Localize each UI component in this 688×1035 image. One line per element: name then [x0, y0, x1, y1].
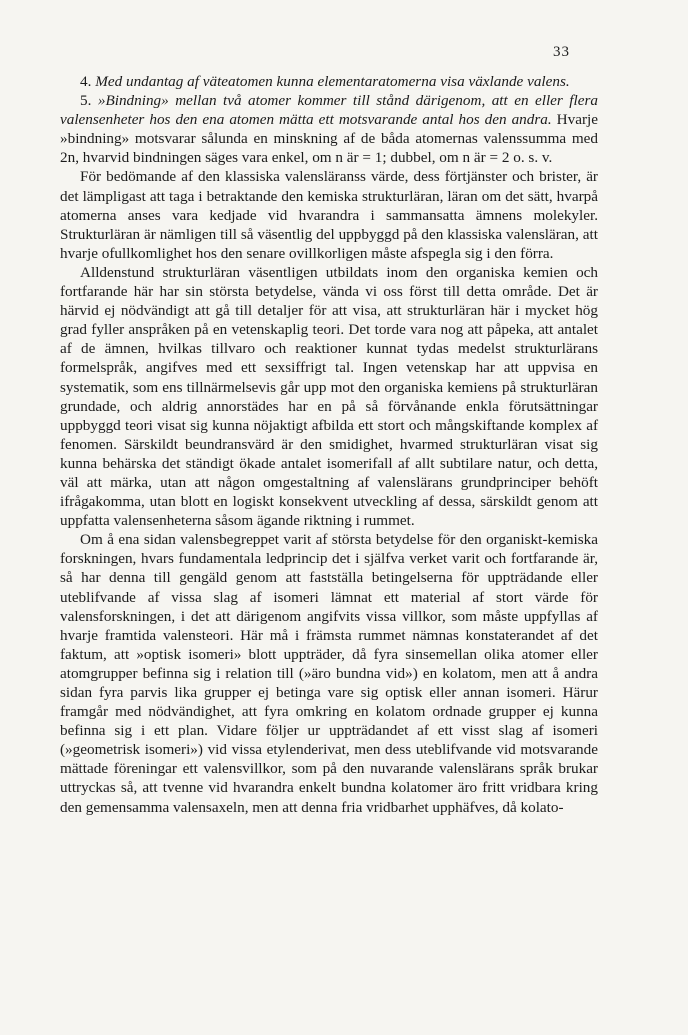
- paragraph-4: [60, 72, 598, 91]
- paragraph-italic: »Bindning» mellan två atomer kommer till stånd därigenom, att en eller flera valensenheter hos den ena atomen mätta ett motsvarande antal hos den andra.: [60, 92, 598, 129]
- paragraph-om-a-ena-sidan: [60, 530, 598, 816]
- paragraph-lead: 5.: [80, 92, 98, 110]
- paragraph-5: [60, 91, 598, 167]
- paragraph-bedomande: [60, 167, 598, 262]
- paragraph-rest: Om å ena sidan valensbegreppet varit af största betydelse för den organiskt-kemiska forskningen, hvars fundamentala ledprincip det i själfva verket varit och fortfarande är, så har denna till gengäld genom att fastställa betingelserna för uppträdande eller uteblifvande af vissa slag af isomeri lämnat ett material af stort värde för valensforskningen, i det att därigenom angifvits vissa villkor, som måste uppfyllas af hvarje framtida valensteori. Här må i främsta rummet nämnas konstaterandet af det faktum, att »optisk isomeri» blott uppträder, då fyra sinsemellan olika atomer eller atomgrupper befinna sig i relation till (»äro bundna vid») en kolatom, men att å andra sidan fyra parvis lika grupper ej betinga vare sig optisk eller annan isomeri. Härur framgår med nödvändighet, att fyra omkring en kolatom ordnade grupper ej kunna befinna sig i ett plan. Vidare följer ur uppträdandet af ett visst slag af isomeri (»geometrisk isomeri») vid vissa etylenderivat, men dess uteblifvande vid motsvarande mättade föreningar ett valensvillkor, som på den nuvarande valenslärans språk brukar uttryckas så, att tvenne vid hvarandra enkelt bundna kolatomer äro fritt vridbara kring den gemensamma valensaxeln, men att denna fria vridbarhet upphäfves, då kolato-: [60, 531, 598, 816]
- paragraph-italic: Med undantag af väteatomen kunna elementaratomerna visa växlande valens.: [95, 73, 570, 90]
- paragraph-alldenstund: [60, 263, 598, 530]
- page-number: 33: [553, 44, 570, 60]
- paragraph-rest: För bedömande af den klassiska valensläranss värde, dess förtjänster och brister, är det lämpligast att taga i betraktande den kemiska strukturläran, läran om det sätt, hvarpå atomerna anses vara kedjade vid hvarandra i sammansatta ämnens molekyler. Strukturläran är nämligen till så väsentlig del uppbyggd på den klassiska valensläran, att hvarje ofullkomlighet hos den senare ovillkorligen måste afspegla sig i den förra.: [60, 168, 598, 262]
- paragraph-lead: 4.: [80, 73, 96, 90]
- paragraph-rest: Alldenstund strukturläran väsentligen utbildats inom den organiska kemien och fortfarande här har sin största betydelse, vända vi oss först till detta område. Det är härvid ej nödvändigt att gå till detaljer för att visa, att strukturläran här i mycket hög grad fyller anspråken på en vetenskaplig teori. Det torde vara nog att påpeka, att antalet af de ämnen, hvilkas tillvaro och reaktioner kunnat tydas medelst strukturlärans formelspråk, angifves med ett sexsiffrigt tal. Ingen vetenskap har att uppvisa en systematik, som ens tillnärmelsevis går upp mot den organiska kemiens på strukturläran grundade, och aldrig annorstädes har en på så förvånande enkla förutsättningar uppbyggd teori visat sig kunna nöjaktigt afbilda ett stort och mångskiftande komplex af fenomen. Särskildt beundransvärd är den smidighet, hvarmed strukturläran visat sig kunna behärska det ständigt ökade antalet isomerifall af allt subtilare natur, och detta, väl att märka, utan att någon omgestaltning af valenslärans grundprinciper behöft ifrågakomma, utan blott en logiskt konsekvent utveckling af dessa, särskildt genom att uppfatta valensenheterna såsom ägande riktning i rummet.: [60, 263, 598, 530]
- body-text: [60, 72, 598, 817]
- paragraph-rest: Hvarje »bindning» motsvarar sålunda en minskning af de båda atomernas valenssumma med 2n, hvarvid bindningen säges vara enkel, om n är = 1; dubbel, om n är = 2 o. s. v.: [60, 111, 598, 167]
